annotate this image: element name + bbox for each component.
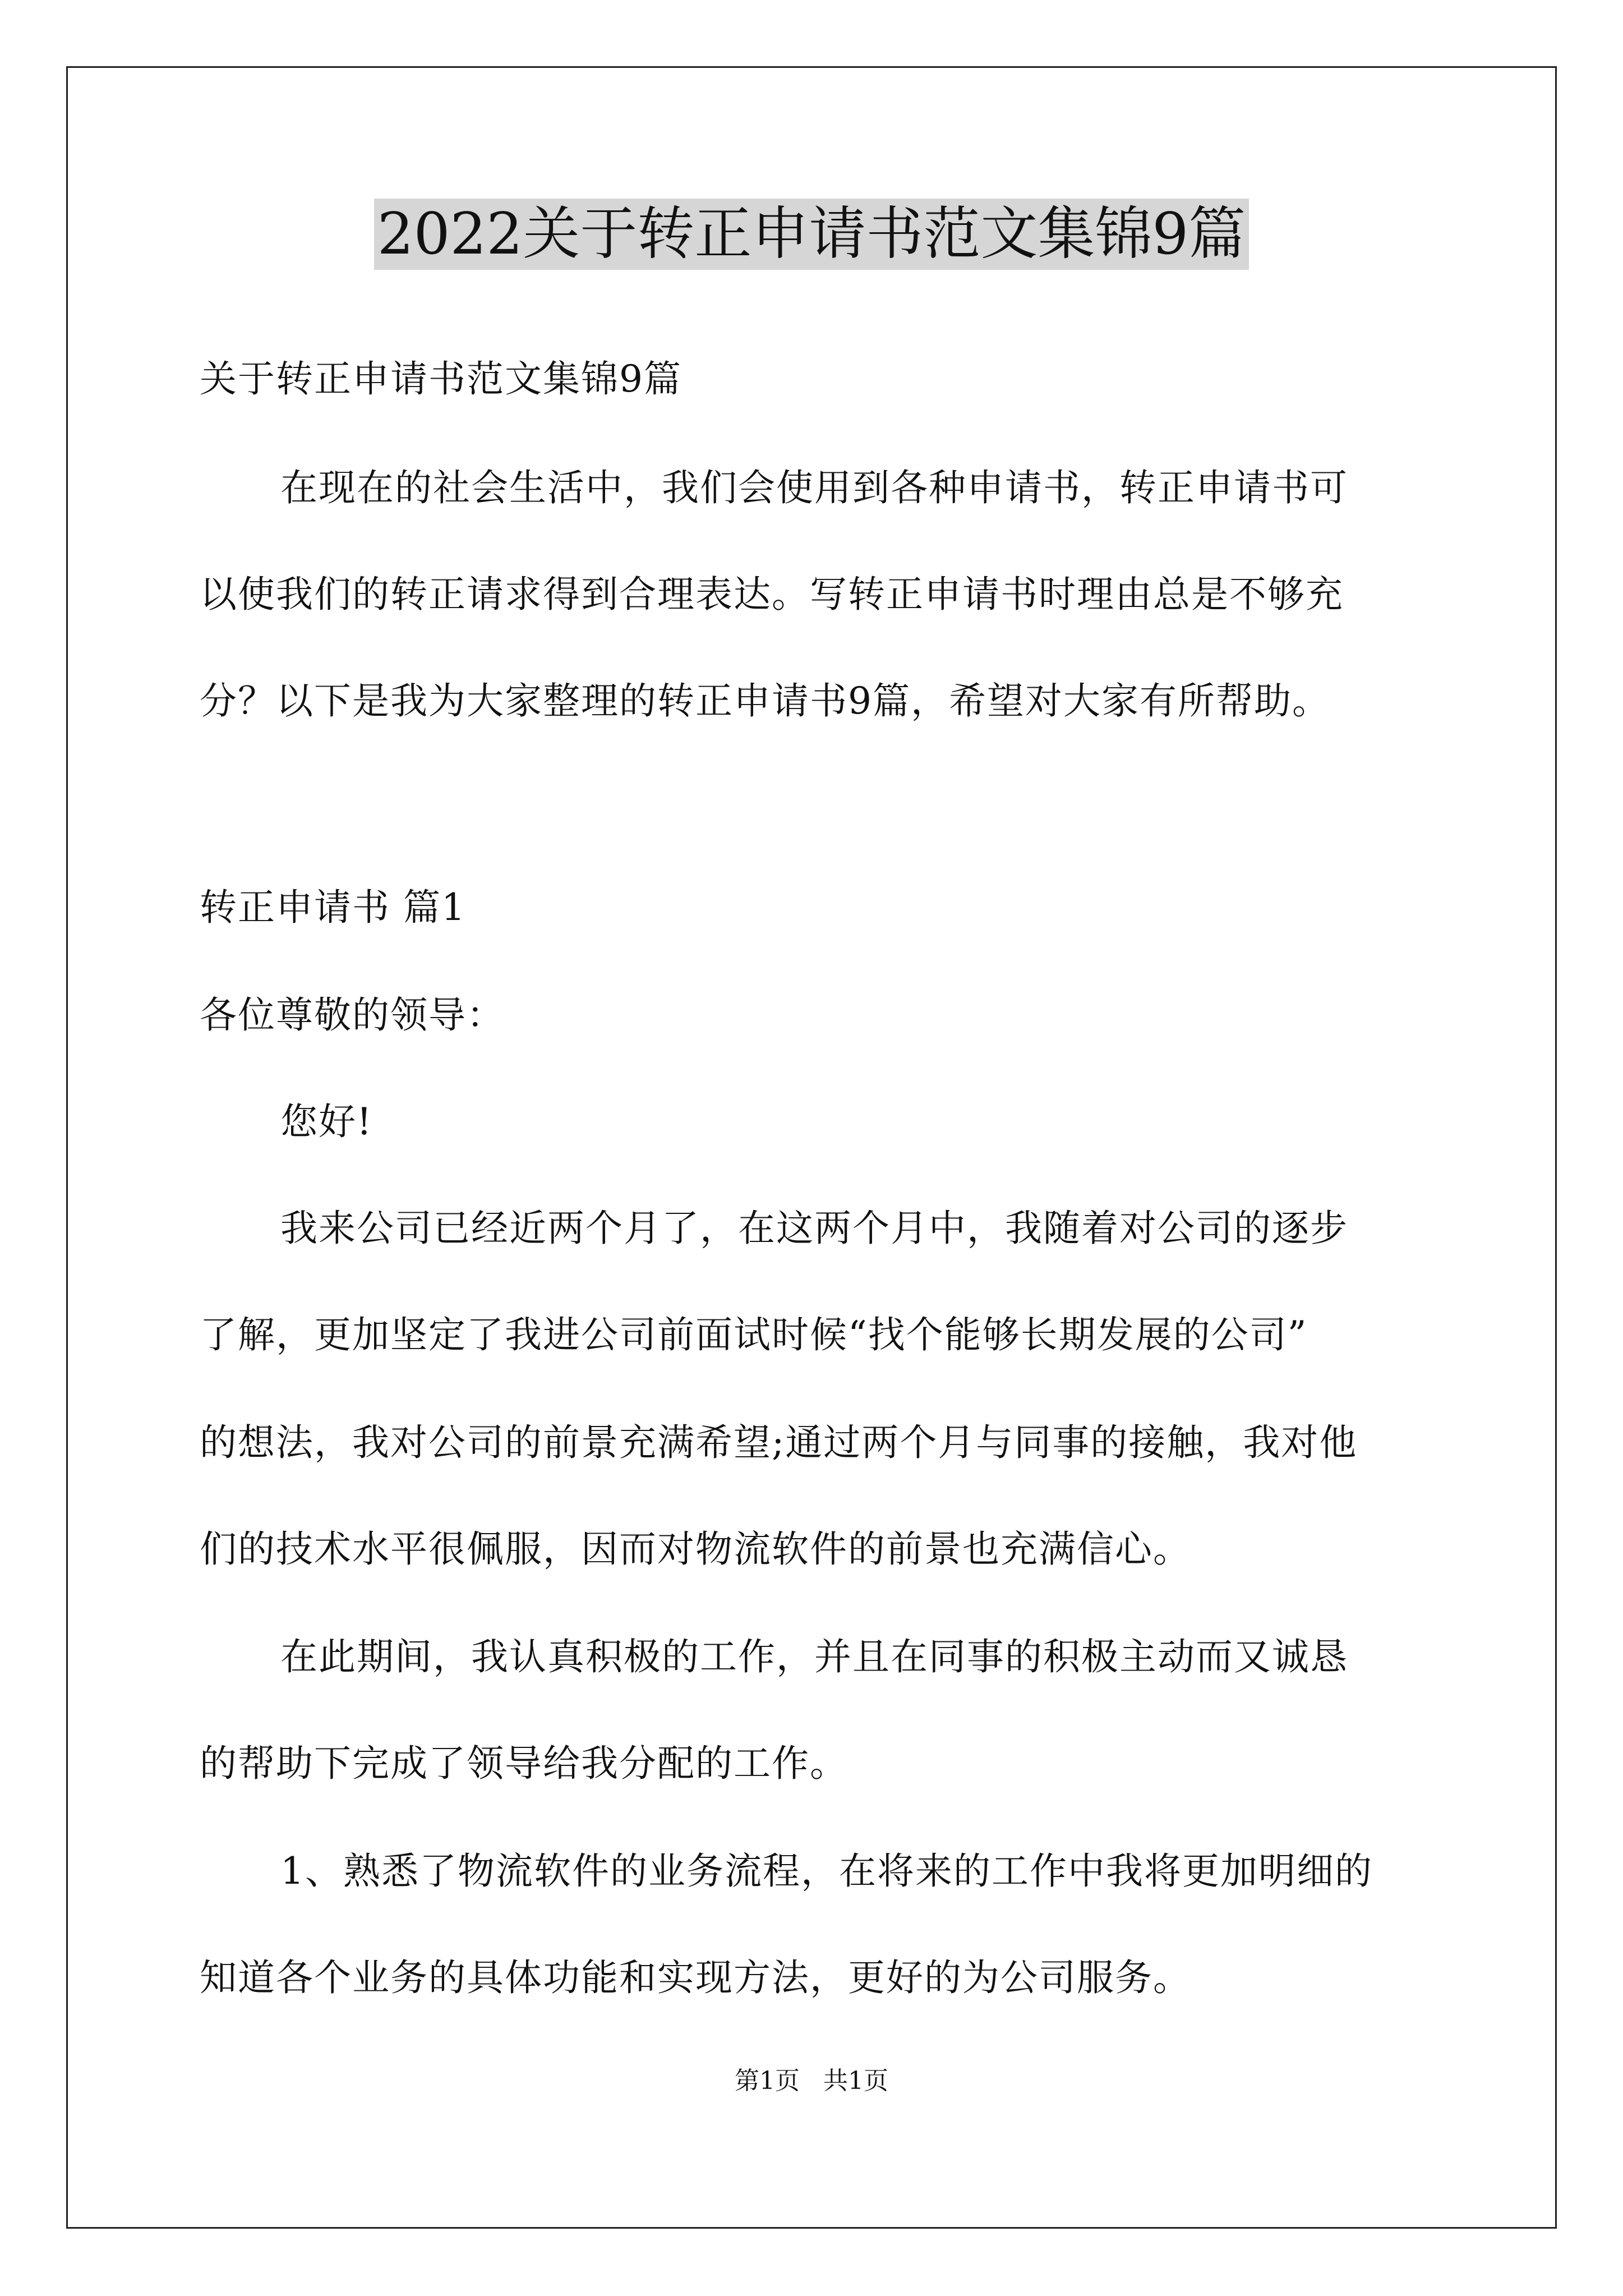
body-line: 1、熟悉了物流软件的业务流程，在将来的工作中我将更加明细的: [280, 1849, 1373, 1893]
document-title-text: 2022关于转正申请书范文集锦9篇: [374, 199, 1249, 270]
body-line: 们的技术水平很佩服，因而对物流软件的前景也充满信心。: [200, 1527, 1191, 1571]
body-line: 知道各个业务的具体功能和实现方法，更好的为公司服务。: [200, 1956, 1191, 1999]
section-heading: 转正申请书 篇1: [200, 886, 466, 929]
body-line: 的帮助下完成了领导给我分配的工作。: [200, 1742, 848, 1785]
body-line: 的想法，我对公司的前景充满希望;通过两个月与同事的接触，我对他: [200, 1421, 1358, 1464]
page-footer: [0, 2064, 1623, 2098]
body-line: 在此期间，我认真积极的工作，并且在同事的积极主动而又诚恳: [280, 1635, 1348, 1678]
intro-line: 分？以下是我为大家整理的转正申请书9篇，希望对大家有所帮助。: [200, 679, 1330, 723]
intro-line: 以使我们的转正请求得到合理表达。写转正申请书时理由总是不够充: [200, 573, 1344, 616]
page-total: 共1页: [823, 2067, 888, 2095]
document-title: [0, 195, 1623, 274]
document-subtitle: 关于转正申请书范文集锦9篇: [200, 357, 682, 401]
body-line: 了解，更加坚定了我进公司前面试时候“找个能够长期发展的公司”: [200, 1313, 1308, 1356]
intro-line: 在现在的社会生活中，我们会使用到各种申请书，转正申请书可: [280, 466, 1348, 509]
salutation: 各位尊敬的领导：: [200, 993, 505, 1037]
greeting: 您好!: [280, 1100, 373, 1143]
body-line: 我来公司已经近两个月了，在这两个月中，我随着对公司的逐步: [280, 1207, 1348, 1250]
page-number: 第1页: [735, 2067, 800, 2095]
